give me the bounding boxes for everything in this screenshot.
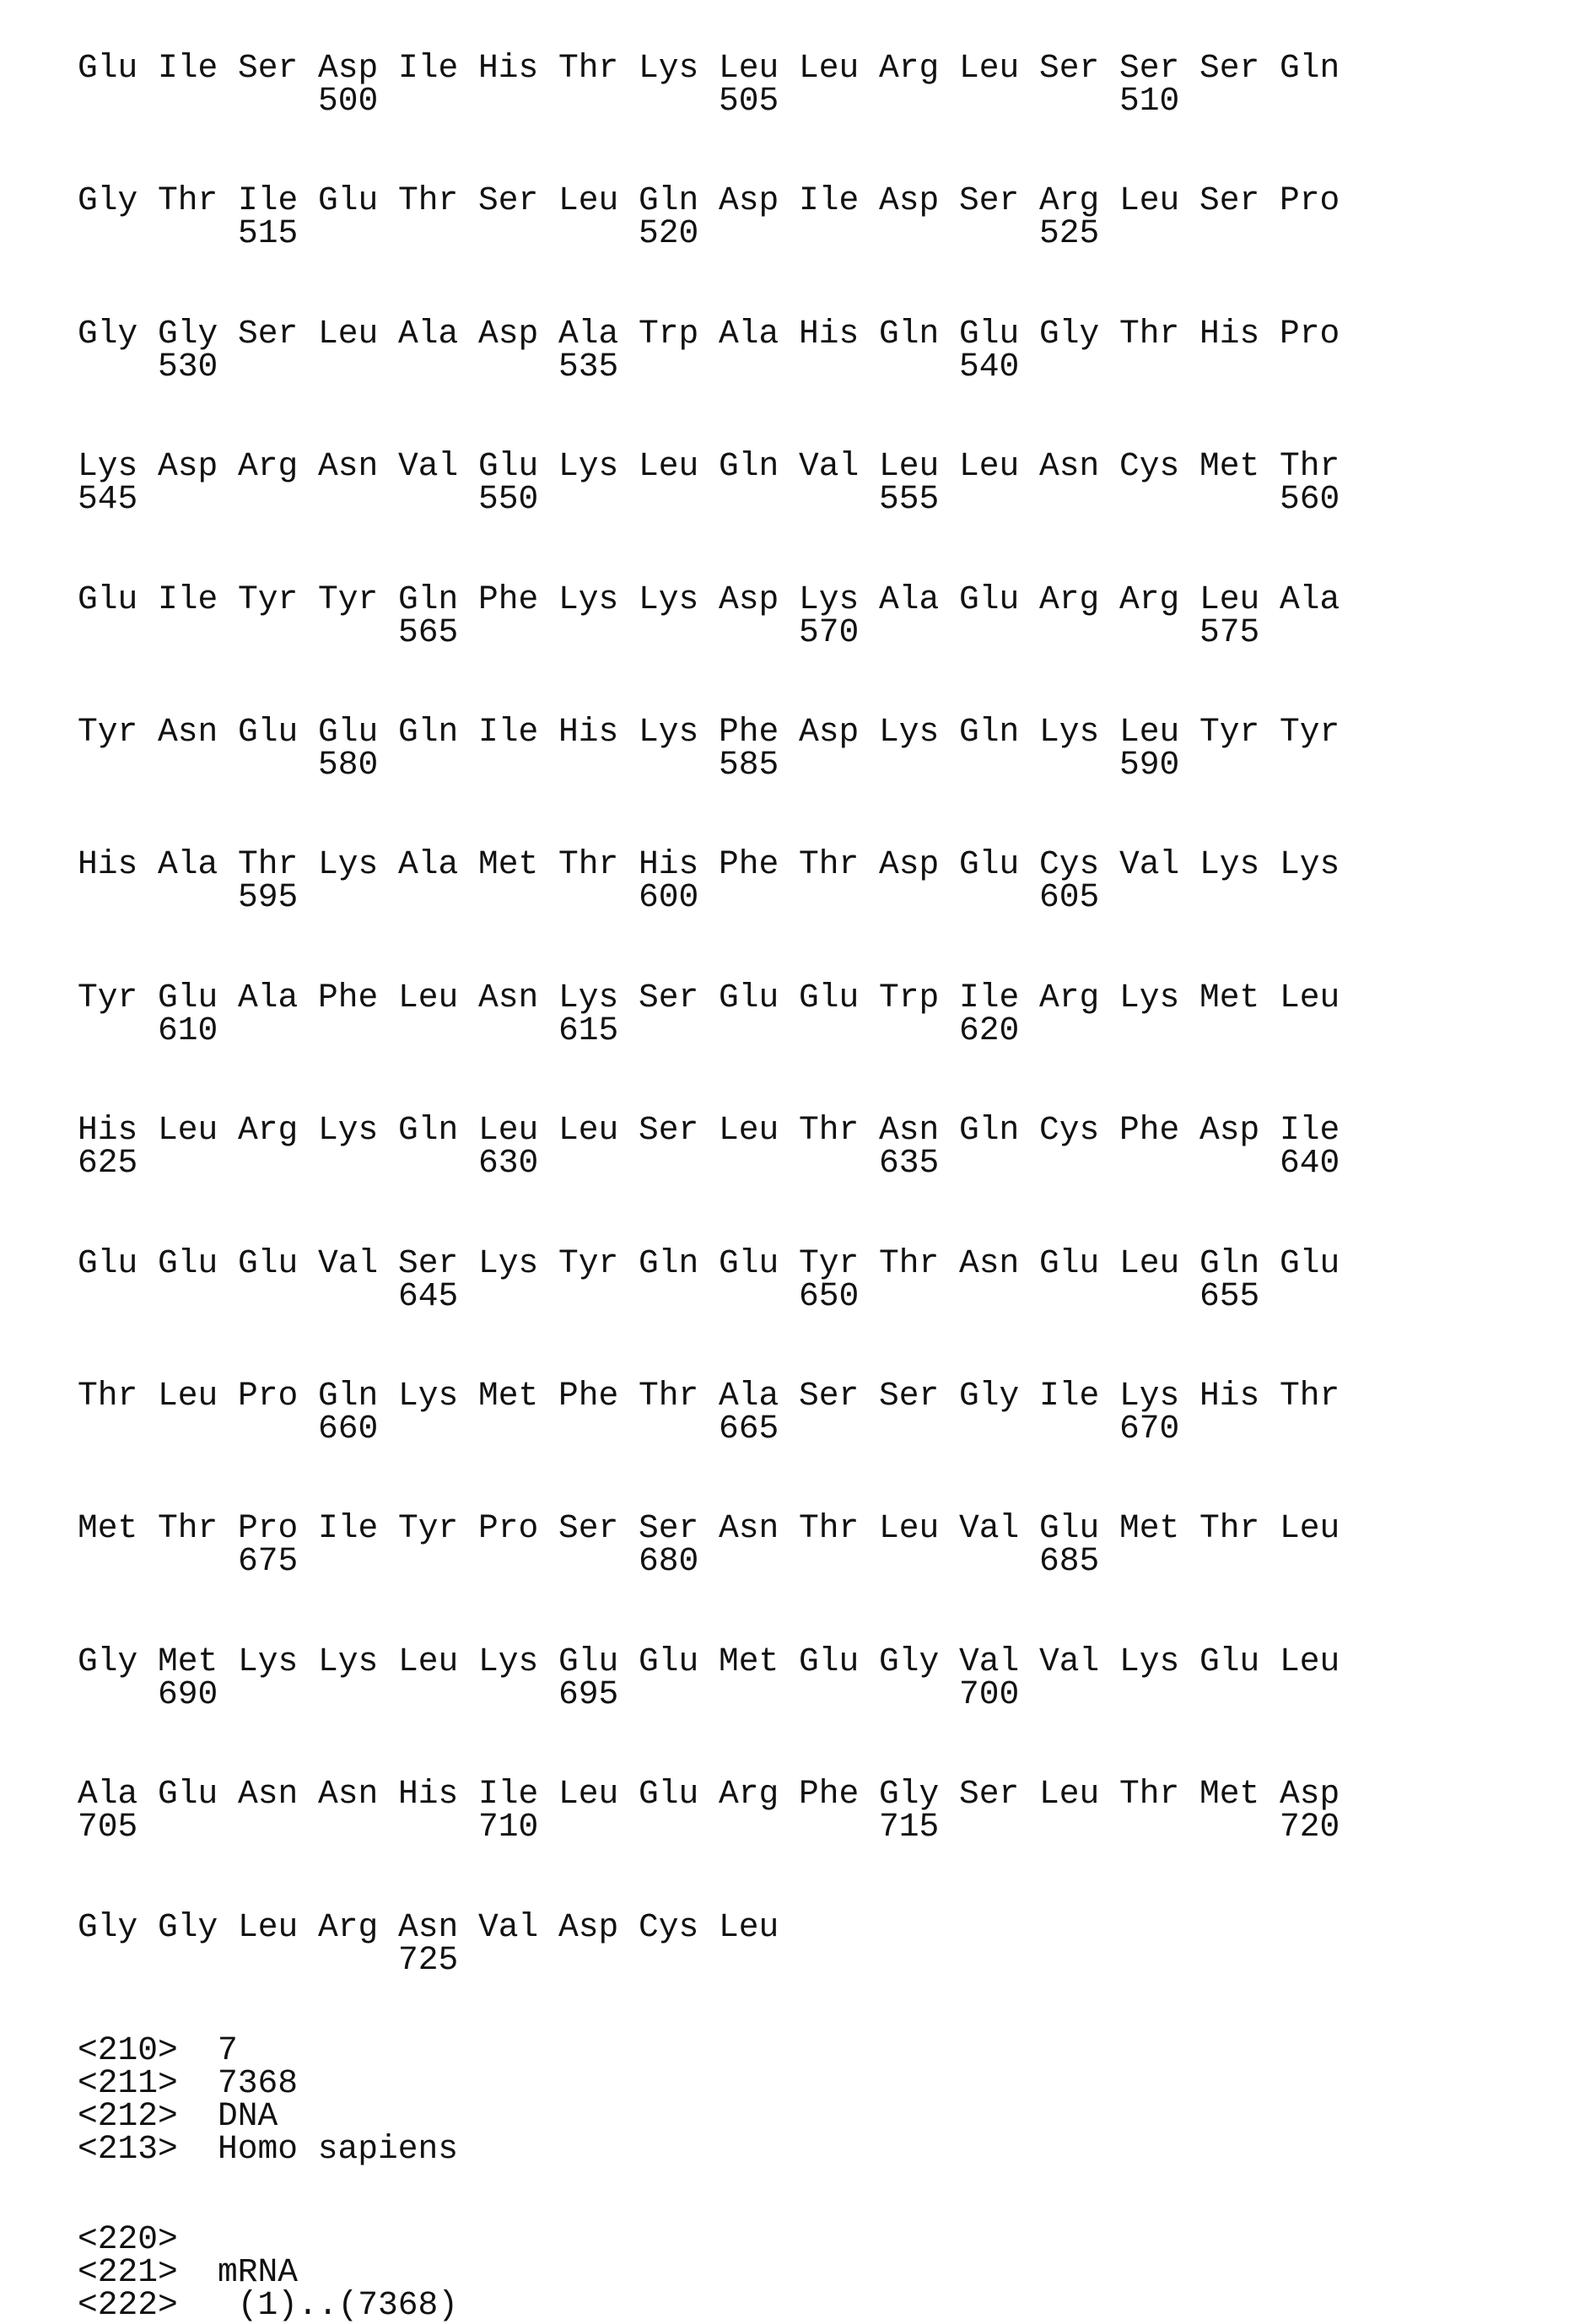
amino-acid-residue: Leu xyxy=(558,1114,618,1146)
amino-acid-residue: Phe xyxy=(478,584,538,615)
amino-acid-residue: Glu xyxy=(799,1646,859,1677)
amino-acid-residue: Met xyxy=(1199,450,1259,482)
amino-acid-residue: Glu xyxy=(1199,1646,1259,1677)
amino-acid-residue: Thr xyxy=(158,185,218,216)
amino-acid-residue: Ser xyxy=(639,1512,698,1544)
amino-acid-residue: Pro xyxy=(1280,185,1340,216)
residue-position-number: 655 xyxy=(1199,1281,1259,1312)
amino-acid-residue: Asn xyxy=(318,450,378,482)
amino-acid-residue: Thr xyxy=(1280,450,1340,482)
amino-acid-residue: Tyr xyxy=(318,584,378,615)
amino-acid-residue: Ser xyxy=(1199,185,1259,216)
amino-acid-residue: Phe xyxy=(719,716,779,747)
amino-acid-residue: Thr xyxy=(639,1380,698,1411)
residue-position-number: 550 xyxy=(478,483,538,515)
amino-acid-residue: Lys xyxy=(318,1646,378,1677)
amino-acid-residue: Leu xyxy=(478,1114,538,1146)
field-tag: <211> xyxy=(78,2068,178,2099)
amino-acid-residue: Ser xyxy=(238,318,298,349)
amino-acid-residue: Ala xyxy=(719,1380,779,1411)
amino-acid-residue: Asp xyxy=(318,52,378,84)
residue-position-number: 645 xyxy=(398,1281,458,1312)
amino-acid-residue: Met xyxy=(158,1646,218,1677)
amino-acid-residue: Ser xyxy=(959,1778,1019,1809)
amino-acid-residue: Lys xyxy=(318,1114,378,1146)
residue-position-number: 560 xyxy=(1280,483,1340,515)
amino-acid-residue: Gln xyxy=(398,716,458,747)
residue-position-number: 695 xyxy=(558,1679,618,1710)
residue-position-number: 665 xyxy=(719,1413,779,1444)
amino-acid-residue: Lys xyxy=(1119,1380,1179,1411)
residue-position-number: 600 xyxy=(639,882,698,913)
amino-acid-residue: Ala xyxy=(398,318,458,349)
residue-position-number: 535 xyxy=(558,351,618,382)
amino-acid-residue: Ser xyxy=(558,1512,618,1544)
residue-position-number: 505 xyxy=(719,85,779,116)
residue-position-number: 555 xyxy=(879,483,939,515)
amino-acid-residue: Asp xyxy=(879,185,939,216)
amino-acid-residue: Thr xyxy=(879,1248,939,1279)
amino-acid-residue: Glu xyxy=(799,982,859,1013)
amino-acid-residue: Thr xyxy=(398,185,458,216)
amino-acid-residue: Met xyxy=(78,1512,137,1544)
amino-acid-residue: Ile xyxy=(799,185,859,216)
amino-acid-residue: Glu xyxy=(1039,1512,1099,1544)
amino-acid-residue: Asp xyxy=(719,185,779,216)
field-value: mRNA xyxy=(218,2257,298,2288)
amino-acid-residue: Thr xyxy=(1199,1512,1259,1544)
amino-acid-residue: Phe xyxy=(318,982,378,1013)
amino-acid-residue: Val xyxy=(398,450,458,482)
amino-acid-residue: Leu xyxy=(959,450,1019,482)
amino-acid-residue: Tyr xyxy=(398,1512,458,1544)
amino-acid-residue: Lys xyxy=(639,716,698,747)
amino-acid-residue: Glu xyxy=(639,1778,698,1809)
amino-acid-residue: Arg xyxy=(1039,185,1099,216)
amino-acid-residue: Tyr xyxy=(238,584,298,615)
residue-position-number: 660 xyxy=(318,1413,378,1444)
amino-acid-residue: Asp xyxy=(1199,1114,1259,1146)
amino-acid-residue: Ala xyxy=(1280,584,1340,615)
field-value: 7368 xyxy=(218,2068,298,2099)
amino-acid-residue: Asp xyxy=(879,849,939,880)
residue-position-number: 685 xyxy=(1039,1545,1099,1577)
amino-acid-residue: Asn xyxy=(959,1248,1019,1279)
amino-acid-residue: Lys xyxy=(558,584,618,615)
amino-acid-residue: Glu xyxy=(158,1778,218,1809)
amino-acid-residue: Leu xyxy=(719,1114,779,1146)
amino-acid-residue: Lys xyxy=(238,1646,298,1677)
amino-acid-residue: Leu xyxy=(799,52,859,84)
amino-acid-residue: Ser xyxy=(1199,52,1259,84)
residue-position-number: 585 xyxy=(719,749,779,780)
amino-acid-residue: Asp xyxy=(558,1912,618,1943)
amino-acid-residue: Glu xyxy=(318,185,378,216)
field-tag: <222> xyxy=(78,2289,178,2321)
field-tag: <210> xyxy=(78,2035,178,2066)
residue-position-number: 520 xyxy=(639,218,698,249)
residue-position-number: 675 xyxy=(238,1545,298,1577)
amino-acid-residue: Lys xyxy=(639,584,698,615)
amino-acid-residue: Met xyxy=(1119,1512,1179,1544)
amino-acid-residue: Ile xyxy=(478,716,538,747)
amino-acid-residue: Ile xyxy=(398,52,458,84)
amino-acid-residue: Lys xyxy=(318,849,378,880)
amino-acid-residue: Leu xyxy=(1280,1646,1340,1677)
amino-acid-residue: Lys xyxy=(1199,849,1259,880)
amino-acid-residue: Gln xyxy=(1199,1248,1259,1279)
residue-position-number: 575 xyxy=(1199,617,1259,648)
amino-acid-residue: Val xyxy=(959,1646,1019,1677)
amino-acid-residue: Arg xyxy=(238,1114,298,1146)
amino-acid-residue: Tyr xyxy=(78,716,137,747)
field-value: (1)..(7368) xyxy=(218,2289,458,2321)
amino-acid-residue: His xyxy=(1199,318,1259,349)
amino-acid-residue: Asn xyxy=(879,1114,939,1146)
amino-acid-residue: Lys xyxy=(1039,716,1099,747)
amino-acid-residue: Pro xyxy=(238,1512,298,1544)
amino-acid-residue: His xyxy=(478,52,538,84)
amino-acid-residue: Asp xyxy=(1280,1778,1340,1809)
amino-acid-residue: Glu xyxy=(158,982,218,1013)
amino-acid-residue: Ile xyxy=(238,185,298,216)
amino-acid-residue: Thr xyxy=(558,849,618,880)
amino-acid-residue: Leu xyxy=(1280,1512,1340,1544)
residue-position-number: 635 xyxy=(879,1147,939,1178)
amino-acid-residue: Thr xyxy=(1119,1778,1179,1809)
amino-acid-residue: Glu xyxy=(78,1248,137,1279)
amino-acid-residue: Met xyxy=(1199,1778,1259,1809)
amino-acid-residue: Thr xyxy=(238,849,298,880)
amino-acid-residue: Leu xyxy=(1280,982,1340,1013)
amino-acid-residue: Glu xyxy=(719,982,779,1013)
residue-position-number: 690 xyxy=(158,1679,218,1710)
amino-acid-residue: Gly xyxy=(78,1912,137,1943)
amino-acid-residue: Ile xyxy=(318,1512,378,1544)
amino-acid-residue: His xyxy=(78,849,137,880)
residue-position-number: 565 xyxy=(398,617,458,648)
field-tag: <213> xyxy=(78,2133,178,2165)
amino-acid-residue: His xyxy=(799,318,859,349)
amino-acid-residue: Gly xyxy=(879,1646,939,1677)
amino-acid-residue: Ser xyxy=(238,52,298,84)
amino-acid-residue: Leu xyxy=(1119,1248,1179,1279)
amino-acid-residue: Leu xyxy=(879,1512,939,1544)
amino-acid-residue: Phe xyxy=(558,1380,618,1411)
amino-acid-residue: Gly xyxy=(78,1646,137,1677)
amino-acid-residue: Asp xyxy=(478,318,538,349)
residue-position-number: 720 xyxy=(1280,1811,1340,1842)
residue-position-number: 680 xyxy=(639,1545,698,1577)
residue-position-number: 530 xyxy=(158,351,218,382)
amino-acid-residue: Pro xyxy=(478,1512,538,1544)
amino-acid-residue: Glu xyxy=(238,716,298,747)
amino-acid-residue: Lys xyxy=(558,982,618,1013)
amino-acid-residue: Ala xyxy=(158,849,218,880)
residue-position-number: 640 xyxy=(1280,1147,1340,1178)
amino-acid-residue: Ser xyxy=(959,185,1019,216)
amino-acid-residue: Gln xyxy=(639,1248,698,1279)
amino-acid-residue: Tyr xyxy=(1280,716,1340,747)
amino-acid-residue: Leu xyxy=(1199,584,1259,615)
amino-acid-residue: Val xyxy=(799,450,859,482)
amino-acid-residue: His xyxy=(1199,1380,1259,1411)
amino-acid-residue: Glu xyxy=(78,52,137,84)
residue-position-number: 710 xyxy=(478,1811,538,1842)
residue-position-number: 610 xyxy=(158,1015,218,1046)
amino-acid-residue: Glu xyxy=(959,849,1019,880)
amino-acid-residue: Lys xyxy=(799,584,859,615)
field-value: Homo sapiens xyxy=(218,2133,458,2165)
field-tag: <220> xyxy=(78,2224,178,2255)
amino-acid-residue: Met xyxy=(1199,982,1259,1013)
amino-acid-residue: Gln xyxy=(398,584,458,615)
residue-position-number: 540 xyxy=(959,351,1019,382)
amino-acid-residue: Cys xyxy=(639,1912,698,1943)
amino-acid-residue: Lys xyxy=(879,716,939,747)
amino-acid-residue: Arg xyxy=(1039,982,1099,1013)
amino-acid-residue: Glu xyxy=(158,1248,218,1279)
amino-acid-residue: Ser xyxy=(1119,52,1179,84)
amino-acid-residue: Gly xyxy=(879,1778,939,1809)
amino-acid-residue: Ser xyxy=(639,1114,698,1146)
amino-acid-residue: Glu xyxy=(558,1646,618,1677)
amino-acid-residue: Gln xyxy=(959,1114,1019,1146)
amino-acid-residue: Gly xyxy=(1039,318,1099,349)
residue-position-number: 510 xyxy=(1119,85,1179,116)
amino-acid-residue: Lys xyxy=(78,450,137,482)
amino-acid-residue: Ile xyxy=(1280,1114,1340,1146)
amino-acid-residue: Arg xyxy=(238,450,298,482)
amino-acid-residue: Cys xyxy=(1039,1114,1099,1146)
amino-acid-residue: Asn xyxy=(238,1778,298,1809)
residue-position-number: 630 xyxy=(478,1147,538,1178)
amino-acid-residue: Thr xyxy=(558,52,618,84)
amino-acid-residue: Lys xyxy=(558,450,618,482)
amino-acid-residue: Leu xyxy=(158,1114,218,1146)
residue-position-number: 725 xyxy=(398,1944,458,1976)
amino-acid-residue: Leu xyxy=(318,318,378,349)
amino-acid-residue: Ile xyxy=(959,982,1019,1013)
amino-acid-residue: Gln xyxy=(719,450,779,482)
amino-acid-residue: Gln xyxy=(639,185,698,216)
field-value: 7 xyxy=(218,2035,238,2066)
residue-position-number: 625 xyxy=(78,1147,137,1178)
amino-acid-residue: Val xyxy=(1039,1646,1099,1677)
amino-acid-residue: Lys xyxy=(1119,1646,1179,1677)
amino-acid-residue: Glu xyxy=(639,1646,698,1677)
amino-acid-residue: Gln xyxy=(1280,52,1340,84)
residue-position-number: 615 xyxy=(558,1015,618,1046)
amino-acid-residue: Glu xyxy=(959,318,1019,349)
amino-acid-residue: Ala xyxy=(398,849,458,880)
amino-acid-residue: Ala xyxy=(879,584,939,615)
amino-acid-residue: Lys xyxy=(398,1380,458,1411)
amino-acid-residue: His xyxy=(558,716,618,747)
amino-acid-residue: Leu xyxy=(398,1646,458,1677)
amino-acid-residue: Glu xyxy=(318,716,378,747)
amino-acid-residue: Val xyxy=(959,1512,1019,1544)
amino-acid-residue: Ile xyxy=(158,52,218,84)
amino-acid-residue: Asn xyxy=(318,1778,378,1809)
amino-acid-residue: Leu xyxy=(238,1912,298,1943)
amino-acid-residue: Ser xyxy=(799,1380,859,1411)
amino-acid-residue: Glu xyxy=(78,584,137,615)
amino-acid-residue: Glu xyxy=(1039,1248,1099,1279)
amino-acid-residue: Leu xyxy=(719,52,779,84)
amino-acid-residue: Thr xyxy=(78,1380,137,1411)
amino-acid-residue: Cys xyxy=(1039,849,1099,880)
residue-position-number: 525 xyxy=(1039,218,1099,249)
amino-acid-residue: Met xyxy=(478,1380,538,1411)
amino-acid-residue: Phe xyxy=(719,849,779,880)
amino-acid-residue: Leu xyxy=(719,1912,779,1943)
amino-acid-residue: Arg xyxy=(719,1778,779,1809)
amino-acid-residue: Glu xyxy=(1280,1248,1340,1279)
amino-acid-residue: Glu xyxy=(238,1248,298,1279)
amino-acid-residue: Cys xyxy=(1119,450,1179,482)
amino-acid-residue: Trp xyxy=(879,982,939,1013)
amino-acid-residue: Arg xyxy=(318,1912,378,1943)
amino-acid-residue: Met xyxy=(719,1646,779,1677)
amino-acid-residue: Asp xyxy=(719,584,779,615)
amino-acid-residue: Thr xyxy=(799,1114,859,1146)
residue-position-number: 500 xyxy=(318,85,378,116)
amino-acid-residue: Leu xyxy=(1039,1778,1099,1809)
residue-position-number: 590 xyxy=(1119,749,1179,780)
amino-acid-residue: Thr xyxy=(1280,1380,1340,1411)
amino-acid-residue: Leu xyxy=(558,185,618,216)
amino-acid-residue: Asp xyxy=(158,450,218,482)
amino-acid-residue: Ala xyxy=(719,318,779,349)
amino-acid-residue: Ile xyxy=(158,584,218,615)
amino-acid-residue: Leu xyxy=(959,52,1019,84)
amino-acid-residue: Asn xyxy=(398,1912,458,1943)
amino-acid-residue: Met xyxy=(478,849,538,880)
amino-acid-residue: Gln xyxy=(959,716,1019,747)
amino-acid-residue: Gln xyxy=(318,1380,378,1411)
amino-acid-residue: Leu xyxy=(158,1380,218,1411)
amino-acid-residue: Leu xyxy=(879,450,939,482)
amino-acid-residue: Thr xyxy=(158,1512,218,1544)
amino-acid-residue: His xyxy=(639,849,698,880)
amino-acid-residue: Ile xyxy=(1039,1380,1099,1411)
amino-acid-residue: Lys xyxy=(1280,849,1340,880)
amino-acid-residue: Tyr xyxy=(1199,716,1259,747)
amino-acid-residue: His xyxy=(398,1778,458,1809)
residue-position-number: 570 xyxy=(799,617,859,648)
amino-acid-residue: Gly xyxy=(959,1380,1019,1411)
amino-acid-residue: Ala xyxy=(558,318,618,349)
amino-acid-residue: Gly xyxy=(158,1912,218,1943)
amino-acid-residue: Tyr xyxy=(799,1248,859,1279)
residue-position-number: 700 xyxy=(959,1679,1019,1710)
amino-acid-residue: Phe xyxy=(799,1778,859,1809)
amino-acid-residue: Ser xyxy=(879,1380,939,1411)
residue-position-number: 515 xyxy=(238,218,298,249)
amino-acid-residue: Val xyxy=(478,1912,538,1943)
amino-acid-residue: Ser xyxy=(478,185,538,216)
residue-position-number: 605 xyxy=(1039,882,1099,913)
amino-acid-residue: Leu xyxy=(639,450,698,482)
amino-acid-residue: Asn xyxy=(158,716,218,747)
amino-acid-residue: Pro xyxy=(1280,318,1340,349)
amino-acid-residue: Thr xyxy=(799,1512,859,1544)
amino-acid-residue: Ile xyxy=(478,1778,538,1809)
amino-acid-residue: Leu xyxy=(1119,185,1179,216)
residue-position-number: 595 xyxy=(238,882,298,913)
amino-acid-residue: Leu xyxy=(1119,716,1179,747)
amino-acid-residue: Gly xyxy=(158,318,218,349)
amino-acid-residue: Gln xyxy=(398,1114,458,1146)
amino-acid-residue: Val xyxy=(1119,849,1179,880)
amino-acid-residue: Ser xyxy=(398,1248,458,1279)
amino-acid-residue: Glu xyxy=(478,450,538,482)
amino-acid-residue: Asn xyxy=(478,982,538,1013)
amino-acid-residue: Gly xyxy=(78,318,137,349)
amino-acid-residue: Tyr xyxy=(558,1248,618,1279)
amino-acid-residue: Ser xyxy=(639,982,698,1013)
field-tag: <212> xyxy=(78,2100,178,2132)
amino-acid-residue: Lys xyxy=(639,52,698,84)
residue-position-number: 545 xyxy=(78,483,137,515)
amino-acid-residue: Arg xyxy=(879,52,939,84)
residue-position-number: 580 xyxy=(318,749,378,780)
amino-acid-residue: Leu xyxy=(398,982,458,1013)
residue-position-number: 650 xyxy=(799,1281,859,1312)
amino-acid-residue: Ala xyxy=(78,1778,137,1809)
amino-acid-residue: Thr xyxy=(799,849,859,880)
amino-acid-residue: Gly xyxy=(78,185,137,216)
amino-acid-residue: Arg xyxy=(1119,584,1179,615)
amino-acid-residue: Lys xyxy=(478,1646,538,1677)
amino-acid-residue: Pro xyxy=(238,1380,298,1411)
amino-acid-residue: Lys xyxy=(478,1248,538,1279)
amino-acid-residue: Asn xyxy=(1039,450,1099,482)
amino-acid-residue: Phe xyxy=(1119,1114,1179,1146)
field-tag: <221> xyxy=(78,2257,178,2288)
residue-position-number: 705 xyxy=(78,1811,137,1842)
amino-acid-residue: Glu xyxy=(959,584,1019,615)
amino-acid-residue: Ala xyxy=(238,982,298,1013)
amino-acid-residue: His xyxy=(78,1114,137,1146)
amino-acid-residue: Thr xyxy=(1119,318,1179,349)
residue-position-number: 715 xyxy=(879,1811,939,1842)
amino-acid-residue: Ser xyxy=(1039,52,1099,84)
amino-acid-residue: Arg xyxy=(1039,584,1099,615)
amino-acid-residue: Tyr xyxy=(78,982,137,1013)
amino-acid-residue: Glu xyxy=(719,1248,779,1279)
amino-acid-residue: Asn xyxy=(719,1512,779,1544)
amino-acid-residue: Lys xyxy=(1119,982,1179,1013)
residue-position-number: 670 xyxy=(1119,1413,1179,1444)
amino-acid-residue: Val xyxy=(318,1248,378,1279)
amino-acid-residue: Leu xyxy=(558,1778,618,1809)
amino-acid-residue: Asp xyxy=(799,716,859,747)
amino-acid-residue: Gln xyxy=(879,318,939,349)
residue-position-number: 620 xyxy=(959,1015,1019,1046)
field-value: DNA xyxy=(218,2100,278,2132)
amino-acid-residue: Trp xyxy=(639,318,698,349)
